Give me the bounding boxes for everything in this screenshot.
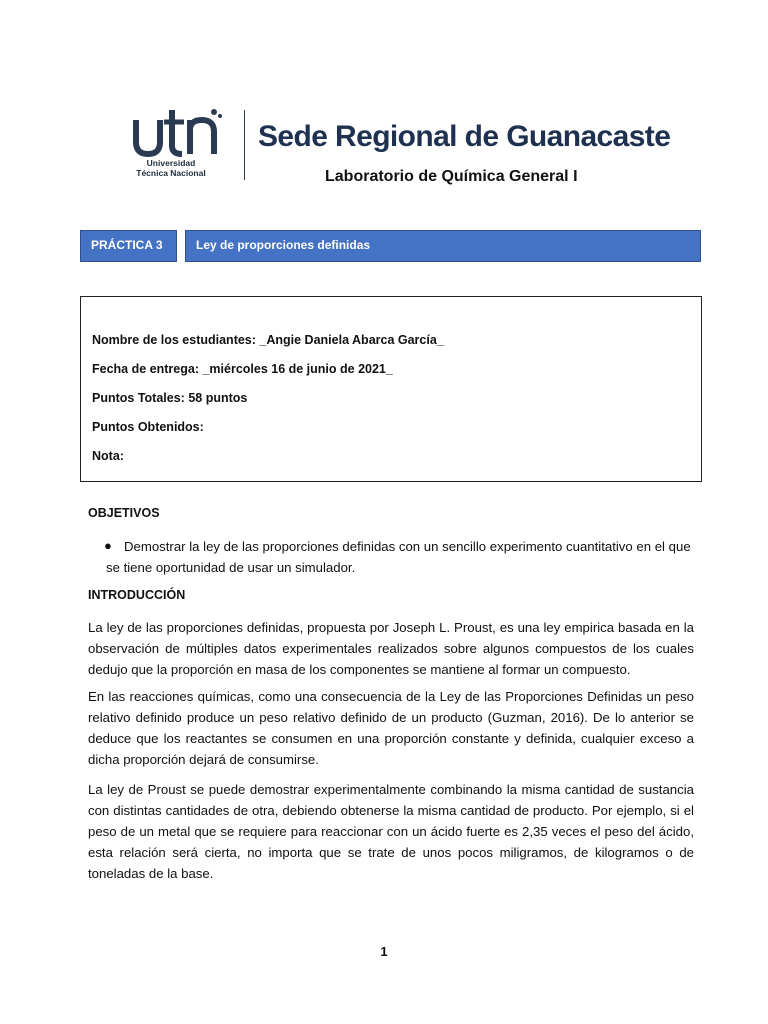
student-name-row: [92, 333, 444, 347]
obtained-points-row: [92, 420, 204, 434]
delivery-date-row: [92, 362, 393, 376]
logo-text-tecnica-nacional: Técnica Nacional: [136, 168, 206, 178]
utn-logo: [132, 106, 232, 184]
total-points-value: 58 puntos: [184, 391, 248, 405]
intro-paragraph-3: La ley de Proust se puede demostrar experimentalmente combinando la misma cantidad de sustancia con distintas cantidades de otra, debiendo obtenerse la misma cantidad de producto. Por ejemplo, si el peso de un metal que se requiere para reaccionar con un ácido fuerte es 2,35 veces el peso del ácido, esta relación será cierta, no importa que se trate de unos pocos miligramos, de kilogramos o de toneladas de la base.: [88, 782, 694, 881]
page-number: 1: [380, 944, 388, 959]
grade-label: Nota:: [92, 449, 124, 463]
obtained-points-label: Puntos Obtenidos:: [92, 420, 204, 434]
bullet-icon: ●: [104, 538, 112, 553]
practice-title: Ley de proporciones definidas: [185, 230, 701, 262]
utn-logo-mark-icon: [132, 106, 222, 158]
student-name-value: _Angie Daniela Abarca García_: [255, 333, 444, 347]
delivery-date-label: Fecha de entrega:: [92, 362, 199, 376]
objectives-heading: OBJETIVOS: [88, 506, 160, 520]
practice-number: PRÁCTICA 3: [80, 230, 177, 262]
grade-row: [92, 449, 124, 463]
objective-item: Demostrar la ley de las proporciones definidas con un sencillo experimento cuantitativo en el que se tiene oportunidad de usar un simulador.: [106, 539, 691, 575]
intro-paragraph-1: La ley de las proporciones definidas, propuesta por Joseph L. Proust, es una ley empirica basada en la observación de múltiples datos experimentales realizados sobre algunos compuestos de los cuales dedujo que la proporción en masa de los componentes se mantiene al formar un compuesto.: [88, 620, 694, 677]
student-name-label: Nombre de los estudiantes:: [92, 333, 256, 347]
intro-paragraph-2: En las reacciones químicas, como una consecuencia de la Ley de las Proporciones Definidas un peso relativo definido produce un peso relativo definido de un producto (Guzman, 2016). De lo anterior se deduce que los reactantes se consumen en una proporción constante y definida, cualquier exceso a dicha proporción dejará de consumirse.: [88, 689, 694, 767]
student-info-box: [80, 296, 702, 482]
header-divider: [244, 110, 245, 180]
total-points-row: [92, 391, 247, 405]
introduction-heading: INTRODUCCIÓN: [88, 588, 186, 602]
total-points-label: Puntos Totales:: [92, 391, 185, 405]
logo-text-universidad: Universidad: [146, 158, 196, 168]
lab-title: Laboratorio de Química General I: [325, 168, 578, 185]
delivery-date-value: _miércoles 16 de junio de 2021_: [198, 362, 393, 376]
sede-title: Sede Regional de Guanacaste: [258, 120, 671, 153]
